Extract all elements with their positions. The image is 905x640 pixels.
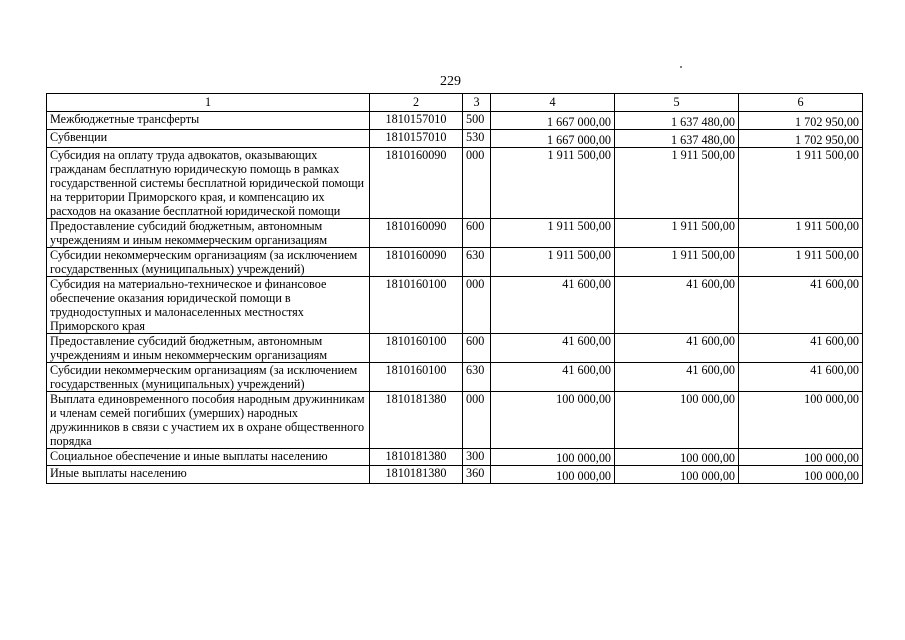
- row-amount-3: 41 600,00: [739, 363, 863, 392]
- row-amount-1: 1 911 500,00: [491, 248, 615, 277]
- row-amount-2: 1 911 500,00: [615, 248, 739, 277]
- table-row: [47, 334, 863, 363]
- row-amount-3: 100 000,00: [739, 449, 863, 466]
- row-amount-2: 41 600,00: [615, 363, 739, 392]
- row-target-code: 1810181380: [370, 449, 463, 466]
- row-target-code: 1810160100: [370, 363, 463, 392]
- row-amount-3: 41 600,00: [739, 277, 863, 334]
- table-row: [47, 277, 863, 334]
- row-amount-1: 1 667 000,00: [491, 112, 615, 130]
- row-amount-1: 100 000,00: [491, 466, 615, 484]
- table-row: [47, 130, 863, 148]
- row-expense-type: 600: [463, 219, 491, 248]
- row-name: Субсидии некоммерческим организациям (за исключением государственных (муниципальных) учреждений): [47, 363, 370, 392]
- header-col-5: 5: [615, 94, 739, 112]
- header-col-4: 4: [491, 94, 615, 112]
- row-name: Социальное обеспечение и иные выплаты населению: [47, 449, 370, 466]
- row-amount-2: 1 637 480,00: [615, 112, 739, 130]
- row-expense-type: 600: [463, 334, 491, 363]
- row-amount-2: 41 600,00: [615, 277, 739, 334]
- row-target-code: 1810160100: [370, 334, 463, 363]
- row-expense-type: 300: [463, 449, 491, 466]
- row-amount-2: 100 000,00: [615, 449, 739, 466]
- row-amount-1: 100 000,00: [491, 392, 615, 449]
- budget-table: [46, 93, 863, 484]
- row-amount-1: 41 600,00: [491, 334, 615, 363]
- row-amount-3: 1 702 950,00: [739, 112, 863, 130]
- table-row: [47, 112, 863, 130]
- row-amount-2: 1 637 480,00: [615, 130, 739, 148]
- header-col-1: 1: [47, 94, 370, 112]
- row-expense-type: 530: [463, 130, 491, 148]
- row-expense-type: 500: [463, 112, 491, 130]
- header-col-2: 2: [370, 94, 463, 112]
- row-name: Субсидия на оплату труда адвокатов, оказывающих гражданам бесплатную юридическую помощь в рамках государственной системы бесплатной юридической помощи на территории Приморского края, и компенсацию их расходов на оказание бесплатной юридической помощи: [47, 148, 370, 219]
- row-amount-1: 1 667 000,00: [491, 130, 615, 148]
- row-amount-2: 1 911 500,00: [615, 219, 739, 248]
- row-name: Субсидии некоммерческим организациям (за исключением государственных (муниципальных) учреждений): [47, 248, 370, 277]
- table-row: [47, 363, 863, 392]
- row-amount-2: 1 911 500,00: [615, 148, 739, 219]
- table-row: [47, 219, 863, 248]
- row-amount-3: 1 911 500,00: [739, 248, 863, 277]
- row-expense-type: 630: [463, 248, 491, 277]
- table-row: [47, 466, 863, 484]
- row-amount-3: 1 911 500,00: [739, 148, 863, 219]
- row-amount-2: 41 600,00: [615, 334, 739, 363]
- row-expense-type: 360: [463, 466, 491, 484]
- row-amount-1: 100 000,00: [491, 449, 615, 466]
- row-name: Предоставление субсидий бюджетным, автономным учреждениям и иным некоммерческим организациям: [47, 219, 370, 248]
- row-target-code: 1810160090: [370, 219, 463, 248]
- row-name: Предоставление субсидий бюджетным, автономным учреждениям и иным некоммерческим организациям: [47, 334, 370, 363]
- row-amount-2: 100 000,00: [615, 466, 739, 484]
- row-expense-type: 630: [463, 363, 491, 392]
- row-name: Субвенции: [47, 130, 370, 148]
- row-expense-type: 000: [463, 148, 491, 219]
- row-target-code: 1810181380: [370, 392, 463, 449]
- row-target-code: 1810160090: [370, 248, 463, 277]
- row-amount-1: 1 911 500,00: [491, 219, 615, 248]
- row-amount-2: 100 000,00: [615, 392, 739, 449]
- row-name: Межбюджетные трансферты: [47, 112, 370, 130]
- row-amount-1: 41 600,00: [491, 363, 615, 392]
- row-amount-1: 41 600,00: [491, 277, 615, 334]
- row-amount-3: 100 000,00: [739, 466, 863, 484]
- table-row: [47, 248, 863, 277]
- table-row: [47, 148, 863, 219]
- header-col-6: 6: [739, 94, 863, 112]
- row-target-code: 1810157010: [370, 130, 463, 148]
- header-col-3: 3: [463, 94, 491, 112]
- row-name: Субсидия на материально-техническое и финансовое обеспечение оказания юридической помощи в труднодоступных и малонаселенных местностях Приморского края: [47, 277, 370, 334]
- table-row: [47, 449, 863, 466]
- row-name: Выплата единовременного пособия народным дружинникам и членам семей погибших (умерших) народных дружинников в связи с участием их в охране общественного порядка: [47, 392, 370, 449]
- row-expense-type: 000: [463, 277, 491, 334]
- row-target-code: 1810181380: [370, 466, 463, 484]
- row-target-code: 1810157010: [370, 112, 463, 130]
- row-amount-3: 41 600,00: [739, 334, 863, 363]
- row-amount-1: 1 911 500,00: [491, 148, 615, 219]
- row-target-code: 1810160090: [370, 148, 463, 219]
- row-amount-3: 1 702 950,00: [739, 130, 863, 148]
- page-number: 229: [440, 74, 461, 89]
- row-amount-3: 100 000,00: [739, 392, 863, 449]
- row-amount-3: 1 911 500,00: [739, 219, 863, 248]
- table-header-row: [47, 94, 863, 112]
- row-name: Иные выплаты населению: [47, 466, 370, 484]
- row-target-code: 1810160100: [370, 277, 463, 334]
- scan-speck: [680, 66, 682, 68]
- table-row: [47, 392, 863, 449]
- row-expense-type: 000: [463, 392, 491, 449]
